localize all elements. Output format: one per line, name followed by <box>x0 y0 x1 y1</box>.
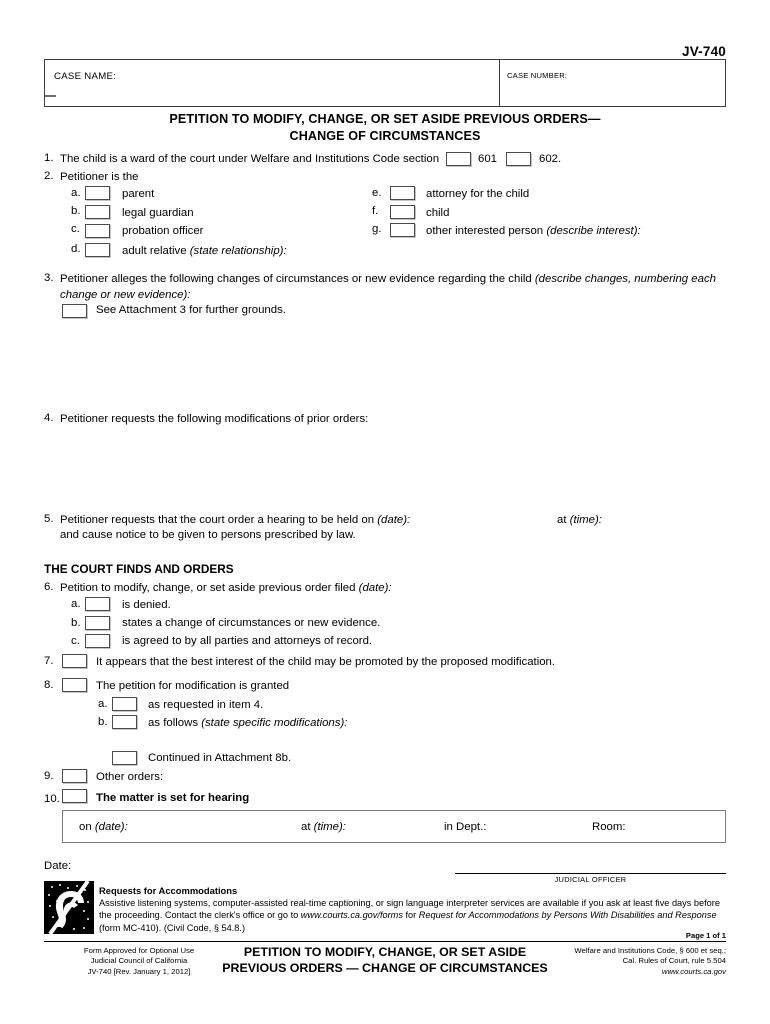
page-indicator: Page 1 of 1 <box>685 931 726 940</box>
footer-approval-line-2: Judicial Council of California <box>90 956 188 966</box>
item-3-attachment-text: See Attachment 3 for further grounds. <box>96 304 286 316</box>
hearing-at-time: at (time): <box>301 821 346 833</box>
item-2-number: 2. <box>44 170 54 182</box>
footer-approval-line-1: Form Approved for Optional Use <box>83 946 195 955</box>
checkbox-set-for-hearing[interactable] <box>62 789 87 803</box>
item-3-text: Petitioner alleges the following changes of circumstances or new evidence regarding the child (describe changes, numbering each change or new evidence): <box>60 273 716 301</box>
item-2b-letter: b. <box>71 205 81 217</box>
item-6b-letter: b. <box>71 617 81 629</box>
item-5-time-hint: (time): <box>569 514 602 526</box>
item-6-date-hint: (date): <box>358 582 392 594</box>
item-1-number: 1. <box>44 152 54 164</box>
accommodations-form-title: Request for Accommodations by Persons With Disabilities and Response <box>418 910 717 921</box>
checkbox-attorney-for-child[interactable] <box>390 186 415 200</box>
item-9-text: Other orders: <box>96 771 164 783</box>
title-line-2: CHANGE OF CIRCUMSTANCES <box>289 129 481 143</box>
accessibility-hearing-icon <box>44 881 94 934</box>
item-8b-hint: (state specific modifications): <box>201 717 348 729</box>
item-2a-letter: a. <box>71 187 81 199</box>
checkbox-agreed-by-parties[interactable] <box>85 634 110 648</box>
item-3-number: 3. <box>44 272 54 284</box>
checkbox-petition-granted[interactable] <box>62 678 87 692</box>
item-8-number: 8. <box>44 679 54 691</box>
item-5-date-hint: (date): <box>377 514 411 526</box>
item-3-hint: (describe changes, numbering each change or new evidence): <box>60 273 716 301</box>
accommodations-title: Requests for Accommodations <box>99 885 238 896</box>
date-label: Date: <box>44 860 72 872</box>
item-2g-letter: g. <box>372 223 382 235</box>
item-8b-letter: b. <box>98 716 108 728</box>
item-4-text: Petitioner requests the following modifications of prior orders: <box>60 413 369 425</box>
footer-title-line-1: PETITION TO MODIFY, CHANGE, OR SET ASIDE <box>243 945 527 959</box>
item-6a-letter: a. <box>71 598 81 610</box>
item-2a-text: parent <box>122 188 155 200</box>
item-2e-text: attorney for the child <box>426 188 530 200</box>
item-2f-letter: f. <box>372 205 379 217</box>
item-7-number: 7. <box>44 655 54 667</box>
item-2b-text: legal guardian <box>122 207 194 219</box>
checkbox-continued-attachment-8b[interactable] <box>112 751 137 765</box>
item-5-number: 5. <box>44 513 54 525</box>
checkbox-adult-relative[interactable] <box>85 243 110 257</box>
item-2d-hint: (state relationship): <box>189 245 287 257</box>
item-10-text: The matter is set for hearing <box>96 792 250 804</box>
case-number-label: CASE NUMBER: <box>507 71 568 80</box>
checkbox-child[interactable] <box>390 205 415 219</box>
checkbox-602[interactable] <box>506 152 531 166</box>
hearing-on-date: on (date): <box>79 821 128 833</box>
checkbox-601[interactable] <box>446 152 471 166</box>
item-2c-letter: c. <box>71 223 80 235</box>
checkbox-is-denied[interactable] <box>85 597 110 611</box>
item-2-text: Petitioner is the <box>60 171 139 183</box>
item-2d-letter: d. <box>71 243 81 255</box>
footer-right <box>516 946 726 977</box>
accommodations-body: Assistive listening systems, computer-assisted real-time captioning, or sign language interpreter services are available if you ask at least five days before the proceeding. Contact the clerk's office or go to www.courts.ca.gov/forms for Request for Accommodations by Persons With Disabilities and Response (form MC-410). (Civil Code, § 54.8.) <box>99 898 720 933</box>
item-6-text: Petition to modify, change, or set aside previous order filed (date): <box>60 582 392 594</box>
footer-form-revision: JV-740 [Rev. January 1, 2012] <box>87 966 191 976</box>
item-2f-text: child <box>426 207 450 219</box>
item-6c-letter: c. <box>71 635 80 647</box>
item-6a-text: is denied. <box>122 599 171 611</box>
hearing-dept: in Dept.: <box>444 821 487 833</box>
judicial-officer-label: JUDICIAL OFFICER <box>554 875 627 884</box>
signature-line <box>455 873 726 874</box>
case-name-cell[interactable] <box>45 60 500 106</box>
item-4-number: 4. <box>44 412 54 424</box>
item-8a-text: as requested in item 4. <box>148 699 264 711</box>
checkbox-other-orders[interactable] <box>62 769 87 783</box>
item-6b-text: states a change of circumstances or new evidence. <box>122 617 381 629</box>
item-5-text-2: and cause notice to be given to persons prescribed by law. <box>60 529 356 541</box>
checkbox-parent[interactable] <box>85 186 110 200</box>
footer-citation-2: Cal. Rules of Court, rule 5.504 <box>622 956 726 966</box>
item-6c-text: is agreed to by all parties and attorneys of record. <box>122 635 373 647</box>
form-number: JV-740 <box>682 44 726 59</box>
checkbox-best-interest[interactable] <box>62 654 87 668</box>
item-5-text: Petitioner requests that the court order a hearing to be held on (date): <box>60 514 411 526</box>
court-finds-heading: THE COURT FINDS AND ORDERS <box>44 562 234 576</box>
item-9-number: 9. <box>44 770 54 782</box>
caption-block <box>44 59 726 107</box>
item-8a-letter: a. <box>98 698 108 710</box>
item-8b-text: as follows (state specific modifications): <box>148 717 348 729</box>
checkbox-attachment-3[interactable] <box>62 304 87 318</box>
footer-title-line-2: PREVIOUS ORDERS — CHANGE OF CIRCUMSTANCES <box>222 961 548 975</box>
item-5-at: at (time): <box>557 514 602 526</box>
checkbox-as-requested-item-4[interactable] <box>112 697 137 711</box>
footer-rule <box>44 941 726 942</box>
item-2g-hint: (describe interest): <box>546 225 641 237</box>
page-title <box>44 111 726 145</box>
footer-website: www.courts.ca.gov <box>661 966 726 976</box>
item-10-number: 10. <box>44 793 60 805</box>
caption-tick-mark <box>45 95 56 97</box>
title-line-1: PETITION TO MODIFY, CHANGE, OR SET ASIDE PREVIOUS ORDERS— <box>169 112 601 126</box>
footer-center <box>215 944 555 976</box>
item-7-text: It appears that the best interest of the child may be promoted by the proposed modification. <box>96 656 556 668</box>
checkbox-as-follows[interactable] <box>112 715 137 729</box>
item-2d-text: adult relative (state relationship): <box>122 245 287 257</box>
item-8-text: The petition for modification is granted <box>96 680 290 692</box>
hearing-room: Room: <box>592 821 626 833</box>
case-name-label: CASE NAME: <box>54 71 117 82</box>
footer-citation-1: Welfare and Institutions Code, § 600 et seq.; <box>574 946 726 955</box>
hearing-details-box <box>62 810 726 843</box>
label-601: 601 <box>478 153 498 165</box>
checkbox-probation-officer[interactable] <box>85 224 110 238</box>
item-2c-text: probation officer <box>122 225 204 237</box>
checkbox-states-change[interactable] <box>85 616 110 630</box>
item-6-number: 6. <box>44 581 54 593</box>
case-number-cell[interactable] <box>500 60 725 106</box>
item-2g-text: other interested person (describe interest): <box>426 225 641 237</box>
checkbox-legal-guardian[interactable] <box>85 205 110 219</box>
item-8b-continued-text: Continued in Attachment 8b. <box>148 752 292 764</box>
checkbox-other-interested-person[interactable] <box>390 223 415 237</box>
footer-left <box>44 946 234 977</box>
accommodations-url: www.courts.ca.gov/forms <box>300 910 403 921</box>
label-602: 602. <box>539 153 562 165</box>
item-2e-letter: e. <box>372 187 382 199</box>
item-1-text: The child is a ward of the court under Welfare and Institutions Code section <box>60 153 440 165</box>
